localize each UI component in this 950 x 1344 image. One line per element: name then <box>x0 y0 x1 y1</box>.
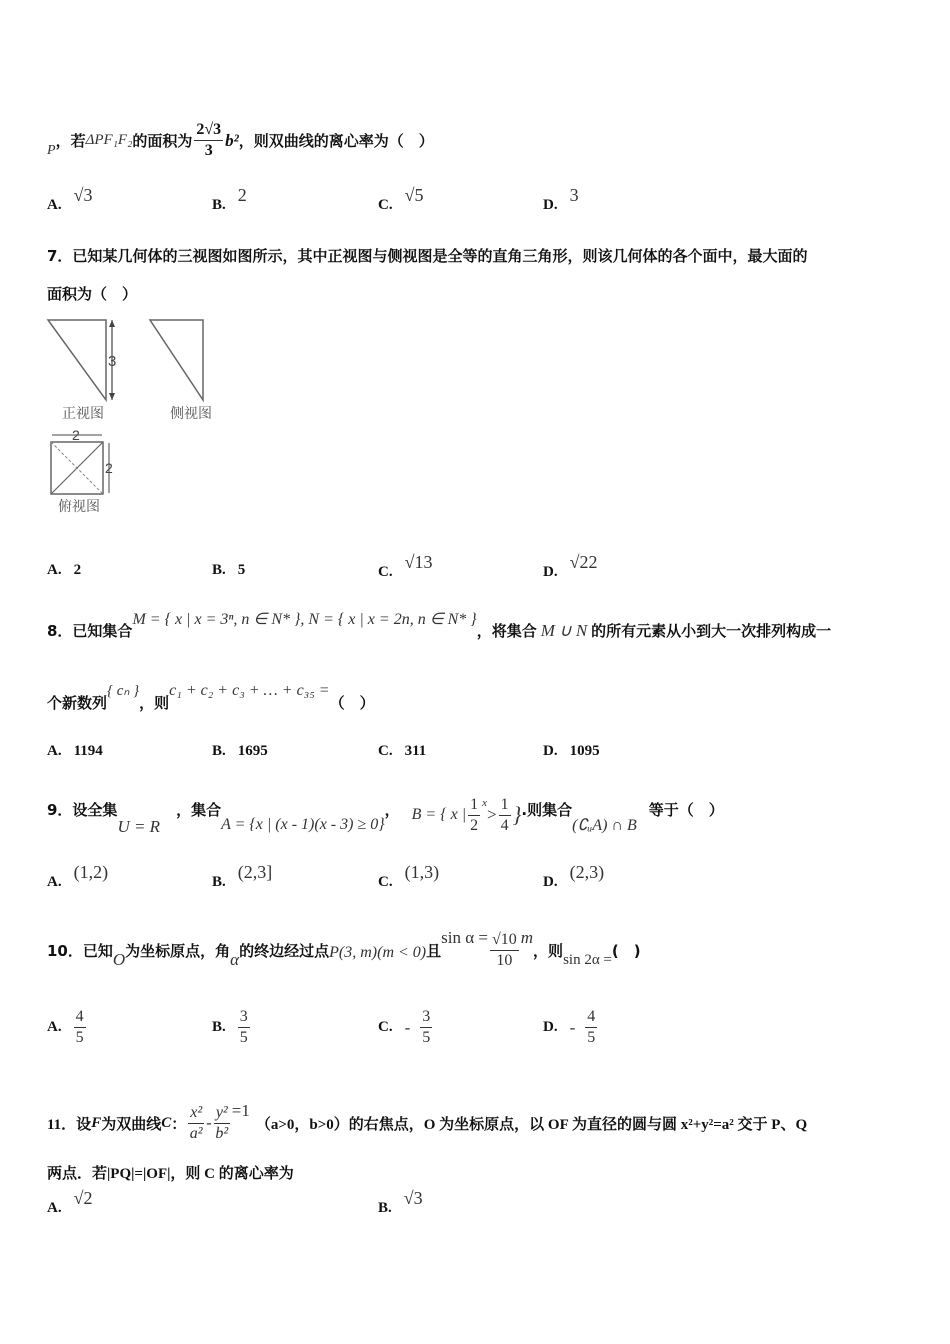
option-label: B. <box>378 1200 392 1216</box>
option-label: B. <box>212 1019 226 1035</box>
q7-option-b[interactable] <box>212 562 245 579</box>
universal-set: U = R <box>117 817 161 836</box>
option-label: D. <box>543 874 558 890</box>
q10-stem <box>47 925 641 975</box>
q11-text: ： <box>171 1116 187 1133</box>
q10-text: 的终边经过点 <box>239 941 330 960</box>
sum-expr: c₁ + c₂ + c₃ + … + c₃₅ = <box>169 681 330 699</box>
option-value: (2,3) <box>569 862 605 882</box>
q9-option-c[interactable] <box>378 862 440 893</box>
origin-o: O <box>112 950 126 969</box>
q9-text: .则集合 <box>521 800 573 819</box>
q9-text: ， <box>384 800 400 819</box>
q10-text: ，则 <box>533 941 564 960</box>
set-b-suffix: } <box>512 802 522 827</box>
numerator: 3 <box>238 1007 250 1028</box>
option-label: A. <box>47 197 62 213</box>
set-b-base-fraction <box>468 795 480 836</box>
q7-option-d[interactable] <box>543 552 598 583</box>
option-fraction <box>238 1007 250 1048</box>
option-label: B. <box>212 197 226 213</box>
numerator: √10 <box>490 930 519 951</box>
q9-text: 9．设全集 <box>47 800 118 819</box>
q6-option-c[interactable] <box>378 185 424 216</box>
numerator: x² <box>188 1103 204 1124</box>
option-value: 1695 <box>237 743 268 759</box>
numerator: 4 <box>585 1007 597 1028</box>
q10-option-b[interactable] <box>212 1007 252 1048</box>
hyperbola-c: C <box>161 1114 172 1131</box>
option-value: (2,3] <box>237 862 273 882</box>
denominator: a² <box>189 1124 203 1142</box>
q9-text: ，集合 <box>176 800 222 819</box>
option-value: 311 <box>404 743 427 759</box>
q8-text: 个新数列 <box>47 694 108 712</box>
option-label: A. <box>47 562 62 578</box>
sequence-c: { cₙ } <box>107 683 140 699</box>
option-value: √22 <box>569 552 598 572</box>
angle-alpha: α <box>230 950 240 969</box>
focus-f: F <box>91 1114 102 1131</box>
denominator: 5 <box>75 1029 84 1046</box>
q8-text: （ ） <box>329 694 375 712</box>
q8-text: 8．已知集合 <box>47 622 133 640</box>
q9-stem <box>47 790 724 840</box>
q8-option-b[interactable] <box>212 743 268 760</box>
option-fraction <box>585 1007 597 1048</box>
equals-one: =1 <box>231 1101 250 1120</box>
q6-point-p: P <box>47 142 56 158</box>
greater-than: > <box>487 805 497 824</box>
q10-text: 10．已知 <box>47 941 113 960</box>
complement-intersection: (∁ᵤA) ∩ B <box>572 817 637 834</box>
option-label: D. <box>543 197 558 213</box>
q6-fraction <box>194 120 223 161</box>
option-label: B. <box>212 562 226 578</box>
q7-option-a[interactable] <box>47 562 81 579</box>
q11-text: 为双曲线 <box>101 1116 162 1133</box>
q10-option-a[interactable] <box>47 1007 88 1048</box>
q6-text: ，若 <box>55 132 86 150</box>
q9-option-d[interactable] <box>543 862 605 893</box>
q11-stem-line2: 两点．若|PQ|=|OF|，则 C 的离心率为 <box>47 1166 294 1182</box>
top-view <box>51 427 113 515</box>
exponent: x <box>482 797 487 809</box>
point-p: P(3, m)(m < 0) <box>329 944 427 961</box>
option-label: B. <box>212 743 226 759</box>
option-value: √3 <box>403 1188 423 1208</box>
three-view-figure <box>44 315 234 520</box>
option-value: (1,2) <box>73 862 109 882</box>
option-label: D. <box>543 1019 558 1035</box>
option-label: C. <box>378 874 393 890</box>
q6-option-d[interactable] <box>543 185 579 216</box>
option-value: 5 <box>237 562 246 578</box>
option-label: A. <box>47 1200 62 1216</box>
option-label: C. <box>378 1019 393 1035</box>
denominator: b² <box>215 1124 229 1142</box>
side-view <box>150 320 212 422</box>
front-view <box>48 320 116 422</box>
option-label: D. <box>543 743 558 759</box>
top-view-label: 俯视图 <box>58 499 100 515</box>
set-b-prefix: B = { x | <box>411 806 467 823</box>
option-value: 3 <box>569 185 579 205</box>
q8-stem-line1 <box>47 610 832 641</box>
y-fraction <box>214 1103 230 1144</box>
union-expr: M ∪ N <box>540 620 588 640</box>
q8-stem-line2 <box>47 681 375 713</box>
q9-text: 等于（ ） <box>648 800 724 819</box>
q11-text: 11．设 <box>47 1116 92 1133</box>
q10-option-c[interactable] <box>378 1007 434 1048</box>
q8-option-d[interactable] <box>543 743 600 760</box>
q6-triangle: ΔPF₁F₂ <box>85 132 133 148</box>
q9-option-b[interactable] <box>212 862 273 893</box>
x-fraction <box>188 1103 204 1144</box>
option-label: C. <box>378 743 393 759</box>
q6-text: ，则双曲线的离心率为（ ） <box>238 132 434 150</box>
numerator: 1 <box>468 795 480 816</box>
q10-text: ( ) <box>611 941 641 960</box>
denominator: 5 <box>239 1029 248 1046</box>
q8-option-c[interactable] <box>378 743 426 760</box>
denominator: 2 <box>470 816 479 834</box>
denominator: 4 <box>500 816 509 834</box>
front-view-label: 正视图 <box>62 406 104 422</box>
q8-text: ，将集合 <box>476 622 537 640</box>
option-label: C. <box>378 564 393 580</box>
option-value: 2 <box>237 185 247 205</box>
q8-text: ，则 <box>139 694 170 712</box>
numerator: 4 <box>74 1007 86 1028</box>
option-value: √13 <box>404 552 433 572</box>
option-value: √2 <box>73 1188 93 1208</box>
set-n: , N = { x | x = 2n, n ∈ N* } <box>300 610 477 628</box>
minus: - <box>206 1113 212 1132</box>
variable-m: m <box>520 928 534 947</box>
q8-option-a[interactable] <box>47 743 103 760</box>
denominator: 3 <box>204 142 213 159</box>
denominator: 10 <box>496 951 513 969</box>
side-view-label: 侧视图 <box>170 406 212 422</box>
height-dimension: 3 <box>108 353 117 370</box>
q11-text: （a>0，b>0）的右焦点，O 为坐标原点，以 OF 为直径的圆与圆 x²+y²=a² 交于 P、Q <box>255 1116 808 1133</box>
option-value: 2 <box>73 562 82 578</box>
q7-option-c[interactable] <box>378 552 433 583</box>
set-a: A = {x | (x - 1)(x - 3) ≥ 0} <box>221 816 385 833</box>
q6-text: 的面积为 <box>132 132 193 150</box>
q6-stem <box>47 120 434 161</box>
option-value: √5 <box>404 185 424 205</box>
numerator: 3 <box>420 1007 432 1028</box>
denominator: 5 <box>422 1029 431 1046</box>
option-value: 1095 <box>569 743 600 759</box>
sign: - <box>404 1017 411 1037</box>
q7-stem-line1: 7．已知某几何体的三视图如图所示，其中正视图与侧视图是全等的直角三角形，则该几何体的各个面中，最大面的 <box>47 247 808 265</box>
numerator: 1 <box>499 795 511 816</box>
option-label: A. <box>47 874 62 890</box>
option-value: 1194 <box>73 743 103 759</box>
option-label: C. <box>378 197 393 213</box>
q10-text: 且 <box>426 941 442 960</box>
q7-stem-line2: 面积为（ ） <box>47 285 138 303</box>
option-value: (1,3) <box>404 862 440 882</box>
q8-text: 的所有元素从小到大一次排列构成一 <box>591 622 832 640</box>
q6-option-a[interactable] <box>47 185 93 216</box>
sin-alpha: sin α = <box>441 928 488 947</box>
width-dimension: 2 <box>72 427 80 443</box>
set-b-rhs-fraction <box>499 795 511 836</box>
option-value: √3 <box>73 185 93 205</box>
numerator: 2√3 <box>194 120 223 141</box>
option-fraction <box>74 1007 86 1048</box>
q6-option-b[interactable] <box>212 185 247 216</box>
q6-b-squared: b² <box>225 130 239 150</box>
depth-dimension: 2 <box>105 460 113 476</box>
set-m: M = { x | x = 3ⁿ, n ∈ N* } <box>132 610 301 628</box>
sin-fraction <box>490 930 519 971</box>
q11-option-b[interactable] <box>378 1188 423 1219</box>
sin-2alpha: sin 2α = <box>563 951 612 968</box>
denominator: 5 <box>587 1029 596 1046</box>
option-label: A. <box>47 743 62 759</box>
q9-option-a[interactable] <box>47 862 109 893</box>
q11-stem-line1 <box>47 1098 807 1148</box>
q11-option-a[interactable] <box>47 1188 93 1219</box>
q10-option-d[interactable] <box>543 1007 599 1048</box>
sign: - <box>569 1017 576 1037</box>
numerator: y² <box>214 1103 230 1124</box>
option-label: D. <box>543 564 558 580</box>
option-fraction <box>420 1007 432 1048</box>
q10-text: 为坐标原点，角 <box>125 941 231 960</box>
option-label: A. <box>47 1019 62 1035</box>
option-label: B. <box>212 874 226 890</box>
